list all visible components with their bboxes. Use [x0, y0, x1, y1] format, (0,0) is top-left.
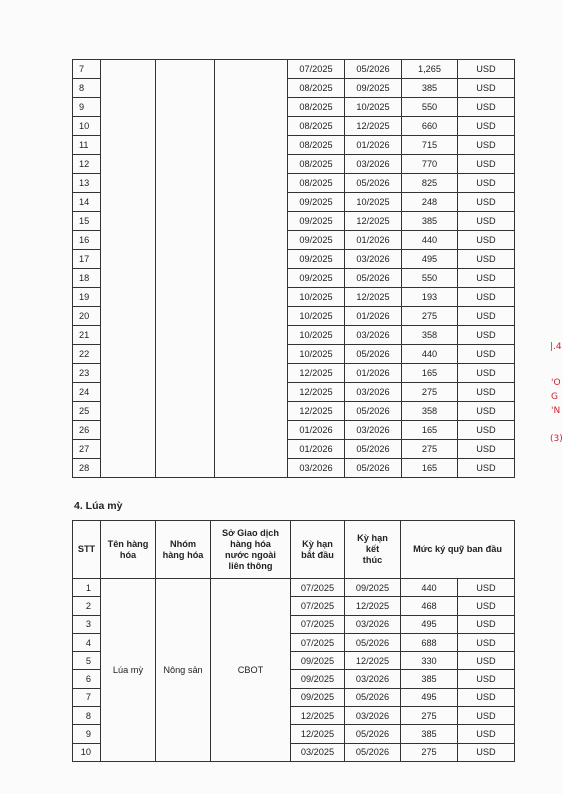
end-cell: 12/2025 [345, 212, 402, 231]
start-cell: 09/2025 [291, 688, 345, 706]
end-cell: 03/2026 [345, 383, 402, 402]
currency-cell: USD [458, 307, 515, 326]
amount-cell: 385 [402, 79, 458, 98]
currency-cell: USD [458, 345, 515, 364]
currency-cell: USD [458, 670, 515, 688]
exchange-cell [215, 60, 288, 478]
end-cell: 05/2026 [345, 633, 401, 651]
start-cell: 08/2025 [288, 136, 345, 155]
stt-cell: 8 [73, 79, 101, 98]
currency-cell: USD [458, 383, 515, 402]
stt-cell: 4 [73, 633, 101, 651]
currency-cell: USD [458, 155, 515, 174]
end-cell: 05/2026 [345, 174, 402, 193]
end-cell: 05/2026 [345, 440, 402, 459]
currency-cell: USD [458, 79, 515, 98]
amount-cell: 440 [402, 231, 458, 250]
end-cell: 01/2026 [345, 231, 402, 250]
end-cell: 01/2026 [345, 364, 402, 383]
end-cell: 01/2026 [345, 307, 402, 326]
currency-cell: USD [458, 402, 515, 421]
start-cell: 10/2025 [288, 307, 345, 326]
end-cell: 05/2026 [345, 459, 402, 478]
start-cell: 08/2025 [288, 117, 345, 136]
group-cell: Nông sản [156, 579, 211, 762]
currency-cell: USD [458, 60, 515, 79]
amount-cell: 275 [402, 383, 458, 402]
stt-cell: 25 [73, 402, 101, 421]
stt-cell: 2 [73, 597, 101, 615]
stt-cell: 14 [73, 193, 101, 212]
amount-cell: 550 [402, 98, 458, 117]
start-cell: 09/2025 [288, 212, 345, 231]
section-heading: 4. Lúa mỳ [74, 500, 123, 512]
amount-cell: 440 [401, 579, 458, 597]
stt-cell: 9 [73, 725, 101, 743]
end-cell: 12/2025 [345, 597, 401, 615]
stt-cell: 19 [73, 288, 101, 307]
currency-cell: USD [458, 364, 515, 383]
start-cell: 09/2025 [288, 269, 345, 288]
currency-cell: USD [458, 421, 515, 440]
currency-cell: USD [458, 633, 515, 651]
start-cell: 10/2025 [288, 326, 345, 345]
start-cell: 03/2026 [288, 459, 345, 478]
end-cell: 05/2026 [345, 60, 402, 79]
start-cell: 12/2025 [288, 364, 345, 383]
amount-cell: 385 [402, 212, 458, 231]
end-cell: 01/2026 [345, 136, 402, 155]
currency-cell: USD [458, 597, 515, 615]
stt-cell: 5 [73, 652, 101, 670]
amount-cell: 275 [401, 707, 458, 725]
end-cell: 03/2026 [345, 326, 402, 345]
end-cell: 05/2026 [345, 402, 402, 421]
end-cell: 09/2025 [345, 79, 402, 98]
header-exchange: Sở Giao dịch hàng hóa nước ngoài liên thông [211, 521, 291, 579]
table-body [73, 60, 515, 478]
name-cell [101, 60, 156, 478]
end-cell: 05/2026 [345, 743, 401, 761]
start-cell: 07/2025 [291, 615, 345, 633]
stt-cell: 3 [73, 615, 101, 633]
stt-cell: 7 [73, 688, 101, 706]
currency-cell: USD [458, 117, 515, 136]
start-cell: 08/2025 [288, 155, 345, 174]
start-cell: 08/2025 [288, 98, 345, 117]
currency-cell: USD [458, 250, 515, 269]
currency-cell: USD [458, 440, 515, 459]
currency-cell: USD [458, 174, 515, 193]
amount-cell: 770 [402, 155, 458, 174]
start-cell: 10/2025 [288, 288, 345, 307]
stamp-mark: |.4 'O G 'N (3) [550, 342, 563, 444]
start-cell: 12/2025 [288, 402, 345, 421]
currency-cell: USD [458, 288, 515, 307]
start-cell: 03/2025 [291, 743, 345, 761]
currency-cell: USD [458, 743, 515, 761]
end-cell: 03/2026 [345, 707, 401, 725]
amount-cell: 468 [401, 597, 458, 615]
currency-cell: USD [458, 579, 515, 597]
stt-cell: 9 [73, 98, 101, 117]
end-cell: 03/2026 [345, 155, 402, 174]
end-cell: 10/2025 [345, 193, 402, 212]
currency-cell: USD [458, 136, 515, 155]
end-cell: 05/2026 [345, 345, 402, 364]
header-name: Tên hàng hóa [101, 521, 156, 579]
amount-cell: 688 [401, 633, 458, 651]
currency-cell: USD [458, 193, 515, 212]
stt-cell: 27 [73, 440, 101, 459]
stt-cell: 12 [73, 155, 101, 174]
amount-cell: 385 [401, 670, 458, 688]
stt-cell: 23 [73, 364, 101, 383]
amount-cell: 550 [402, 269, 458, 288]
currency-cell: USD [458, 725, 515, 743]
stt-cell: 15 [73, 212, 101, 231]
amount-cell: 440 [402, 345, 458, 364]
stt-cell: 24 [73, 383, 101, 402]
amount-cell: 715 [402, 136, 458, 155]
currency-cell: USD [458, 269, 515, 288]
stt-cell: 20 [73, 307, 101, 326]
stt-cell: 6 [73, 670, 101, 688]
stt-cell: 8 [73, 707, 101, 725]
start-cell: 07/2025 [291, 633, 345, 651]
currency-cell: USD [458, 615, 515, 633]
currency-cell: USD [458, 688, 515, 706]
start-cell: 12/2025 [291, 725, 345, 743]
amount-cell: 495 [402, 250, 458, 269]
header-start: Kỳ hạn bắt đầu [291, 521, 345, 579]
stt-cell: 11 [73, 136, 101, 155]
start-cell: 09/2025 [291, 670, 345, 688]
start-cell: 12/2025 [288, 383, 345, 402]
start-cell: 07/2025 [291, 597, 345, 615]
start-cell: 01/2026 [288, 421, 345, 440]
amount-cell: 495 [401, 615, 458, 633]
header-end: Kỳ hạn kết thúc [345, 521, 401, 579]
end-cell: 09/2025 [345, 579, 401, 597]
end-cell: 05/2026 [345, 725, 401, 743]
stt-cell: 17 [73, 250, 101, 269]
stt-cell: 26 [73, 421, 101, 440]
end-cell: 12/2025 [345, 288, 402, 307]
stt-cell: 22 [73, 345, 101, 364]
name-cell: Lúa mỳ [101, 579, 156, 762]
stt-cell: 21 [73, 326, 101, 345]
start-cell: 09/2025 [288, 193, 345, 212]
header-stt: STT [73, 521, 101, 579]
stt-cell: 7 [73, 60, 101, 79]
amount-cell: 1,265 [402, 60, 458, 79]
start-cell: 07/2025 [288, 60, 345, 79]
amount-cell: 275 [402, 307, 458, 326]
stt-cell: 10 [73, 743, 101, 761]
stt-cell: 1 [73, 579, 101, 597]
start-cell: 09/2025 [291, 652, 345, 670]
start-cell: 09/2025 [288, 250, 345, 269]
end-cell: 10/2025 [345, 98, 402, 117]
start-cell: 12/2025 [291, 707, 345, 725]
stt-cell: 28 [73, 459, 101, 478]
end-cell: 12/2025 [345, 117, 402, 136]
amount-cell: 275 [401, 743, 458, 761]
margin-table-continued [72, 59, 515, 478]
amount-cell: 275 [402, 440, 458, 459]
currency-cell: USD [458, 98, 515, 117]
table-row [73, 60, 515, 79]
amount-cell: 495 [401, 688, 458, 706]
header-row [73, 521, 515, 579]
table-body [73, 579, 515, 762]
amount-cell: 193 [402, 288, 458, 307]
currency-cell: USD [458, 212, 515, 231]
group-cell [156, 60, 215, 478]
end-cell: 03/2026 [345, 670, 401, 688]
currency-cell: USD [458, 231, 515, 250]
currency-cell: USD [458, 652, 515, 670]
header-margin: Mức ký quỹ ban đầu [401, 521, 515, 579]
start-cell: 08/2025 [288, 174, 345, 193]
wheat-margin-table [72, 520, 515, 762]
stt-cell: 18 [73, 269, 101, 288]
currency-cell: USD [458, 459, 515, 478]
amount-cell: 165 [402, 459, 458, 478]
amount-cell: 330 [401, 652, 458, 670]
end-cell: 12/2025 [345, 652, 401, 670]
stt-cell: 13 [73, 174, 101, 193]
amount-cell: 385 [401, 725, 458, 743]
amount-cell: 165 [402, 364, 458, 383]
amount-cell: 165 [402, 421, 458, 440]
start-cell: 01/2026 [288, 440, 345, 459]
start-cell: 09/2025 [288, 231, 345, 250]
end-cell: 03/2026 [345, 615, 401, 633]
currency-cell: USD [458, 707, 515, 725]
end-cell: 05/2026 [345, 269, 402, 288]
stt-cell: 16 [73, 231, 101, 250]
start-cell: 07/2025 [291, 579, 345, 597]
end-cell: 03/2026 [345, 421, 402, 440]
amount-cell: 358 [402, 326, 458, 345]
exchange-cell: CBOT [211, 579, 291, 762]
end-cell: 03/2026 [345, 250, 402, 269]
stt-cell: 10 [73, 117, 101, 136]
start-cell: 08/2025 [288, 79, 345, 98]
end-cell: 05/2026 [345, 688, 401, 706]
amount-cell: 825 [402, 174, 458, 193]
amount-cell: 660 [402, 117, 458, 136]
table-row [73, 579, 515, 597]
start-cell: 10/2025 [288, 345, 345, 364]
amount-cell: 248 [402, 193, 458, 212]
currency-cell: USD [458, 326, 515, 345]
header-group: Nhóm hàng hóa [156, 521, 211, 579]
amount-cell: 358 [402, 402, 458, 421]
